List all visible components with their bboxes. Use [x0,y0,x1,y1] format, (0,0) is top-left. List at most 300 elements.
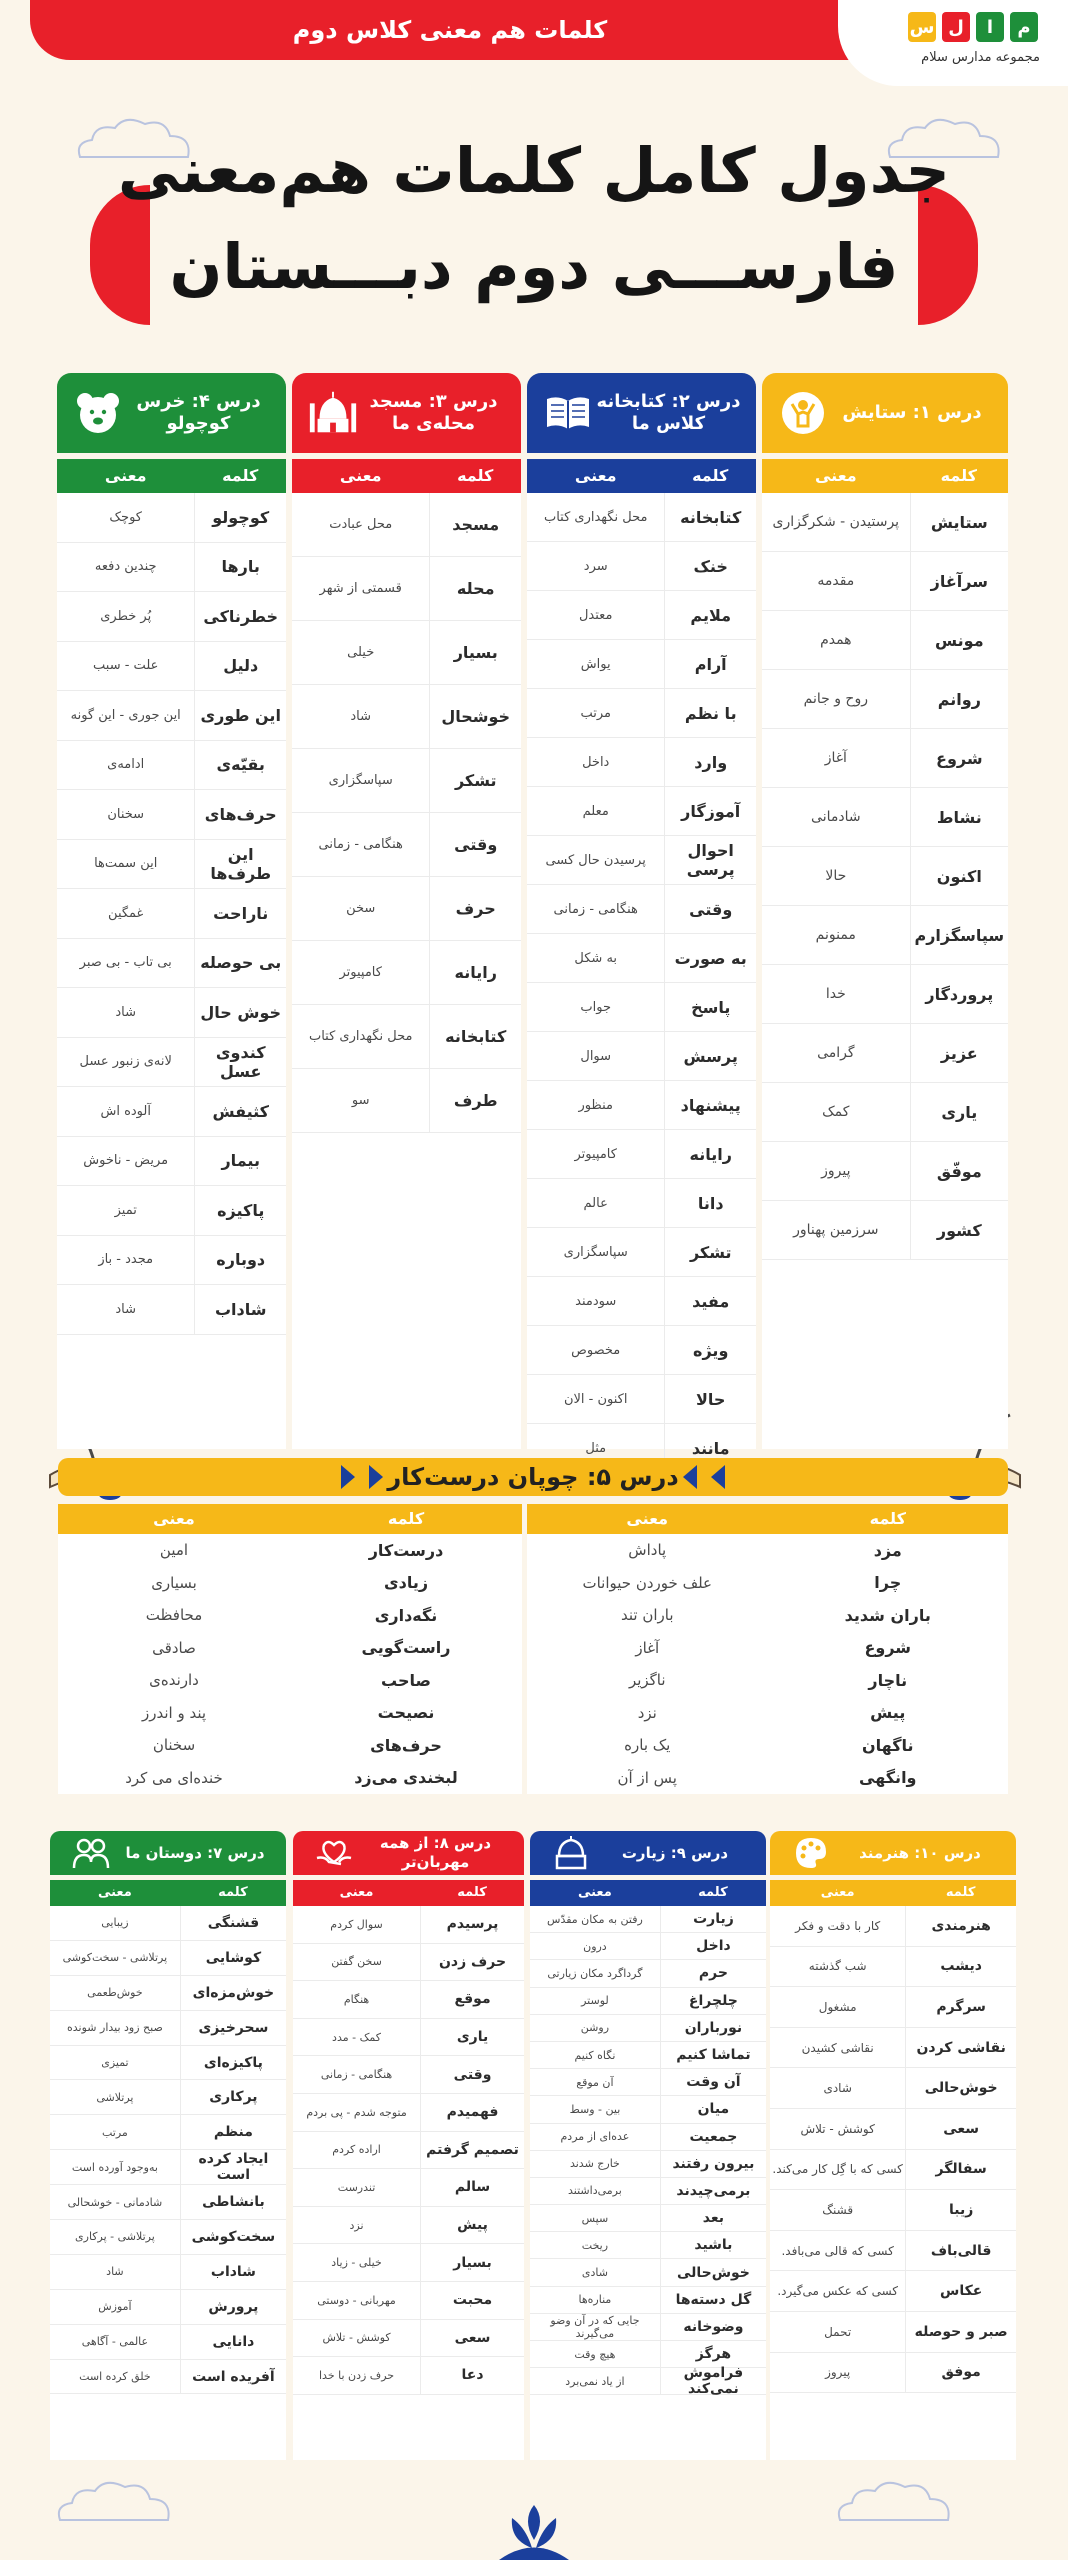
table-row [770,2150,1016,2191]
book-icon [541,386,595,440]
meaning-cell: سوال کردم [330,1917,383,1931]
table-row [527,689,756,738]
word-cell: کندوی عسل [194,1038,286,1087]
table-row [57,543,286,593]
table-row [50,2255,286,2290]
meaning-cell: هنگام [343,1992,370,2006]
table-row [292,941,521,1005]
word-cell: دانایی [180,2325,286,2359]
meaning-cell: جواب [580,999,612,1015]
meaning-cell: روح و جانم [803,691,868,707]
meaning-cell: سوال [580,1048,612,1064]
meaning-cell: مشغول [818,1999,857,2014]
meaning-cell: کسی که قالی می‌بافد. [781,2243,894,2258]
table-row [50,2046,286,2081]
meaning-cell: به شکل [574,950,618,966]
word-cell: وارد [664,738,756,786]
lesson-title: درس ۱: ستایش [842,401,982,423]
meaning-cell: پرتلاشی - پرکاری [75,2230,155,2244]
meaning-cell: قسمتی از شهر [319,581,402,596]
meaning-cell: مقدمه [817,573,855,589]
meaning-cell: خدا [825,986,846,1002]
table-row [530,2205,766,2232]
meaning-cell: زیبایی [101,1916,129,1930]
word-cell: کوشایی [180,1941,286,1975]
meaning-cell: حرف زدن با خدا [318,2368,395,2382]
table-row [770,2312,1016,2353]
table-row [50,1941,286,1976]
word-cell: پیش [420,2207,524,2244]
logo-letter: س [908,12,936,42]
lesson5-table [58,1504,522,1794]
table-row [57,1186,286,1236]
table-row [527,836,756,885]
word-cell: بسیار [420,2244,524,2281]
meaning-cell: پس از آن [617,1768,677,1787]
word-cell: آفریده است [180,2360,286,2394]
word-cell: سپاسگزارم [910,906,1008,964]
column-header-word: کلمه [457,466,494,485]
lesson-table [292,459,521,1449]
meaning-cell: رفتن به مکان مقدّس [547,1912,643,1926]
mosque-icon [306,386,360,440]
table-row [527,1632,1008,1665]
table-row [762,1142,1008,1201]
word-cell: کشور [910,1201,1008,1259]
table-row [58,1632,522,1665]
table-row [527,1277,756,1326]
meaning-cell: معتدل [578,607,613,623]
meaning-cell: حالا [825,868,847,884]
meaning-cell: برمی‌داشتند [568,2184,622,2198]
word-cell: با نظم [664,689,756,737]
meaning-cell: خلق کرده است [79,2370,151,2384]
table-row [527,1762,1008,1795]
word-cell: بارها [194,543,286,592]
meaning-cell: به‌وجود آورده است [71,2160,158,2174]
meaning-cell: گرداگرد مکان زیارتی [547,1966,643,1980]
word-cell: ستایش [910,493,1008,551]
table-row [527,1534,1008,1567]
lesson-title: درس ۳: مسجد محله‌ی ما [369,390,498,434]
table-row [762,847,1008,906]
table-row [50,2290,286,2325]
column-header-word: کلمه [222,466,259,485]
table-row [530,2232,766,2259]
table-row [57,642,286,692]
table-row [762,1024,1008,1083]
table-row [527,640,756,689]
meaning-cell: تندرست [337,2180,376,2194]
table-row [292,557,521,621]
table-row [292,493,521,557]
meaning-cell: سپاسگزاری [328,773,393,788]
word-cell: راست‌گویی [361,1638,451,1658]
meaning-cell: پیروز [821,1163,851,1179]
word-cell: چرا [874,1573,902,1593]
meaning-cell: سودمند [575,1293,617,1309]
table-row [530,2042,766,2069]
column-header-meaning: معنی [820,1885,855,1900]
meaning-cell: ادامه‌ی [107,757,145,773]
meaning-cell: منظور [578,1097,613,1113]
table-row [770,2231,1016,2272]
meaning-cell: سو [351,1093,370,1108]
word-cell: سرگرم [905,1987,1016,2027]
table-row [770,1987,1016,2028]
meaning-cell: سخن [346,901,376,916]
meaning-cell: دارنده‌ی [149,1671,199,1690]
meaning-cell: مناره‌ها [578,2293,612,2307]
lesson5-title-bar [58,1458,1008,1496]
table-header [293,1880,524,1906]
bear-icon [71,386,125,440]
table-row [527,1326,756,1375]
column-header-word: کلمه [698,1885,728,1900]
table-row [293,2357,524,2395]
table-row [58,1534,522,1567]
word-cell: آن وقت [660,2069,766,2095]
table-header [57,459,286,493]
column-header-meaning: معنی [339,1885,374,1900]
meaning-cell: مرتب [580,705,611,721]
word-cell: پرکاری [180,2080,286,2114]
meaning-cell: کمک - مدد [332,2030,382,2044]
palette-icon [784,1826,838,1880]
logo-letter: ل [942,12,970,42]
table-row [57,1285,286,1335]
meaning-cell: پرتلاشی - سخت‌کوشی [62,1951,168,1965]
word-cell: سعی [905,2109,1016,2149]
word-cell: بیرون رفتند [660,2151,766,2177]
table-row [527,1599,1008,1632]
top-banner [30,0,870,60]
meaning-cell: ممنونم [815,927,856,943]
friends-icon [64,1826,118,1880]
word-cell: دیشب [905,1947,1016,1987]
table-row [770,2068,1016,2109]
meaning-cell: پیروز [825,2365,851,2380]
table-row [762,611,1008,670]
meaning-cell: این جوری - این گونه [70,707,181,723]
meaning-cell: نزد [349,2218,364,2232]
table-row [293,2282,524,2320]
word-cell: موقع [420,1981,524,2018]
word-cell: زیادی [383,1573,429,1593]
table-row [527,1081,756,1130]
meaning-cell: پرسیدن حال کسی [545,852,646,868]
word-cell: باشید [660,2232,766,2258]
column-header-word: کلمه [692,466,729,485]
word-cell: روانم [910,670,1008,728]
table-row [527,1697,1008,1730]
table-row [50,2185,286,2220]
word-cell: دعا [420,2357,524,2394]
word-cell: حرف [429,877,521,940]
word-cell: دلیل [194,642,286,691]
word-cell: قشنگی [180,1906,286,1940]
table-row [530,2365,766,2398]
word-cell: خوش حال [194,988,286,1037]
word-cell: آرام [664,640,756,688]
table-header [762,459,1008,493]
table-header [770,1880,1016,1906]
word-cell: حرف‌های [370,1735,442,1755]
word-cell: محبت [420,2282,524,2319]
word-cell: ناگهان [861,1735,914,1755]
word-cell: نشاط [910,788,1008,846]
table-row [762,788,1008,847]
word-cell: عزیز [910,1024,1008,1082]
table-row [57,1038,286,1088]
table-row [762,906,1008,965]
word-cell: ناراحت [194,889,286,938]
meaning-cell: کوشش - تلاش [322,2331,391,2345]
lesson-title: درس ۸: از همه مهربان‌تر [379,1834,492,1871]
meaning-cell: صبح زود بیدار شونده [67,2021,163,2035]
table-row [57,592,286,642]
table-row [57,988,286,1038]
lesson-table [527,459,756,1458]
table-row [57,889,286,939]
word-cell: نگه‌داری [374,1605,438,1625]
school-logo [838,0,1068,86]
arrow-right-icon [369,1465,383,1489]
table-row [762,670,1008,729]
shrine-icon [544,1826,598,1880]
table-row [50,1976,286,2011]
lesson5-table [527,1504,1008,1794]
meaning-cell: مخصوص [571,1342,621,1358]
table-row [527,591,756,640]
meaning-cell: ریخت [581,2238,609,2252]
lesson5-title: درس ۵: چوپان درست‌کار [387,1463,679,1491]
word-cell: یاری [420,2019,524,2056]
word-cell: مانند [664,1424,756,1472]
meaning-cell: بی تاب - بی صبر [79,955,172,971]
word-cell: لبخندی می‌زد [354,1768,458,1788]
meaning-cell: تمیز [114,1202,137,1218]
meaning-cell: پاداش [628,1541,667,1560]
word-cell: باران شدید [844,1605,931,1625]
word-cell: سرآغاز [910,552,1008,610]
lesson-card-header [770,1831,1016,1875]
word-cell: بسیار [429,621,521,684]
table-row [527,1130,756,1179]
word-cell: یاری [910,1083,1008,1141]
lesson-title: درس ۴: خرس کوچولو [136,390,261,434]
table-row [762,965,1008,1024]
meaning-cell: عالمی - آگاهی [81,2335,149,2349]
meaning-cell: کامپیوتر [339,965,382,980]
table-row [57,1137,286,1187]
praise-icon [776,386,830,440]
word-cell: اکنون [910,847,1008,905]
table-row [527,1664,1008,1697]
table-row [50,2220,286,2255]
top-bar [0,0,1068,76]
word-cell: خوش‌حالی [660,2259,766,2285]
word-cell: نصیحت [377,1703,435,1723]
table-row [770,2271,1016,2312]
word-cell: حرف زدن [420,1944,524,1981]
arrow-left-icon [683,1465,697,1489]
word-cell: فراموش نمی‌کند [660,2368,766,2394]
table-row [770,2353,1016,2394]
word-cell: زیبا [905,2190,1016,2230]
table-row [57,691,286,741]
word-cell: داخل [660,1933,766,1959]
word-cell: پرورش [180,2290,286,2324]
meaning-cell: آغاز [635,1638,660,1657]
meaning-cell: سرزمین پهناور [793,1222,879,1238]
table-row [50,2011,286,2046]
table-row [527,934,756,983]
lesson-card-header [762,373,1008,453]
meaning-cell: همدم [820,632,852,648]
table-row [530,1906,766,1933]
meaning-cell: درون [583,1939,607,1953]
meaning-cell: هنگامی - زمانی [553,901,638,917]
word-cell: حالا [664,1375,756,1423]
table-row [57,840,286,890]
meaning-cell: اکنون - الان [563,1391,628,1407]
word-cell: بی حوصله [194,939,286,988]
meaning-cell: مجدد - باز [98,1252,154,1268]
table-row [293,2019,524,2057]
meaning-cell: خنده‌ای می کرد [125,1768,223,1787]
word-cell: ناچار [868,1670,908,1690]
table-row [292,1069,521,1133]
meaning-cell: علت - سبب [93,658,159,674]
meaning-cell: داخل [582,754,610,770]
table-row [57,741,286,791]
word-cell: ملایم [664,591,756,639]
word-cell: مفید [664,1277,756,1325]
word-cell: پیشنهاد [664,1081,756,1129]
word-cell: گل دسته‌ها [660,2287,766,2313]
table-row [50,2080,286,2115]
column-header-meaning: معنی [104,466,147,485]
word-cell: کتابخانه [429,1005,521,1068]
meaning-cell: لانه‌ی زنبور عسل [79,1054,172,1070]
table-row [530,2124,766,2151]
table-header [50,1880,286,1906]
table-row [530,2069,766,2096]
meaning-cell: غمگین [108,905,144,921]
word-cell: این طوری [194,691,286,740]
meaning-cell: پرتلاشی [96,2090,134,2104]
lesson-table [770,1880,1016,2460]
meaning-cell: کسی که عکس می‌گیرد. [777,2284,898,2299]
heart-hand-icon [307,1826,361,1880]
meaning-cell: اراده کردم [332,2143,381,2157]
meaning-cell: عالم [583,1195,608,1211]
meaning-cell: پند و اندرز [141,1703,207,1722]
word-cell: بقیّه‌ی [194,741,286,790]
meaning-cell: شاد [350,709,372,724]
table-row [57,939,286,989]
meaning-cell: شادمانی - خوشحالی [67,2195,163,2209]
word-cell: پرسش [664,1032,756,1080]
meaning-cell: سرد [583,558,608,574]
table-row [527,983,756,1032]
meaning-cell: محافظت [145,1606,203,1625]
table-row [293,2207,524,2245]
table-row [293,2056,524,2094]
title-line-1: جدول کامل کلمات هم‌معنی [117,134,951,207]
word-cell: دانا [664,1179,756,1227]
meaning-cell: هنگامی - زمانی [320,2068,393,2082]
meaning-cell: چندین دفعه [94,559,157,575]
table-row [292,749,521,813]
table-row [50,2360,286,2395]
meaning-cell: محل عبادت [329,517,393,532]
meaning-cell: کامپیوتر [574,1146,617,1162]
meaning-cell: آن موقع [576,2075,614,2089]
meaning-cell: مهربانی - دوستی [317,2293,396,2307]
meaning-cell: آغاز [824,750,847,766]
table-row [50,2115,286,2150]
column-header-word: کلمه [457,1885,487,1900]
word-cell: احوال پرسی [664,836,756,884]
meaning-cell: هنگامی - زمانی [318,837,403,852]
table-row [527,1032,756,1081]
lesson-card-header [57,373,286,453]
word-cell: جمعیت [660,2124,766,2150]
column-header-word: کلمه [945,1885,976,1900]
word-cell: رایانه [429,941,521,1004]
meaning-cell: محل نگهداری کتاب [543,509,648,525]
meaning-cell: مثل [585,1440,607,1456]
meaning-cell: شاد [115,1301,137,1317]
table-header [292,459,521,493]
word-cell: ویژه [664,1326,756,1374]
table-row [58,1664,522,1697]
lesson-card-header [527,373,756,453]
column-header-word: کلمه [869,1509,906,1528]
cloud-decoration-icon [50,2475,180,2535]
table-row [58,1762,522,1795]
word-cell: صبر و حوصله [905,2312,1016,2352]
meaning-cell: بسیاری [151,1573,197,1592]
meaning-cell: شاد [115,1004,137,1020]
meaning-cell: شادی [581,2266,608,2280]
table-row [530,2151,766,2178]
word-cell: سعی [420,2320,524,2357]
table-row [57,790,286,840]
cloud-decoration-icon [830,2475,960,2535]
meaning-cell: مرتب [102,2125,128,2139]
meaning-cell: خوش‌طعمی [87,1986,143,2000]
table-row [293,2244,524,2282]
meaning-cell: از یاد نمی‌برد [565,2374,625,2388]
meaning-cell: خارج شدند [569,2157,620,2171]
meaning-cell: سخنان [152,1736,196,1755]
meaning-cell: محل نگهداری کتاب [308,1029,413,1044]
lesson-table [762,459,1008,1449]
meaning-cell: تمیزی [101,2056,129,2069]
word-cell: نورباران [660,2015,766,2041]
table-row [530,1933,766,1960]
table-row [527,542,756,591]
word-cell: عکاس [905,2271,1016,2311]
table-row [762,1201,1008,1260]
word-cell: پرسیدم [420,1906,524,1943]
meaning-cell: صادقی [152,1638,196,1657]
meaning-cell: جایی که در آن وضو می‌گیرند [550,2313,640,2340]
meaning-cell: نقاشی کشیدن [801,2040,874,2055]
